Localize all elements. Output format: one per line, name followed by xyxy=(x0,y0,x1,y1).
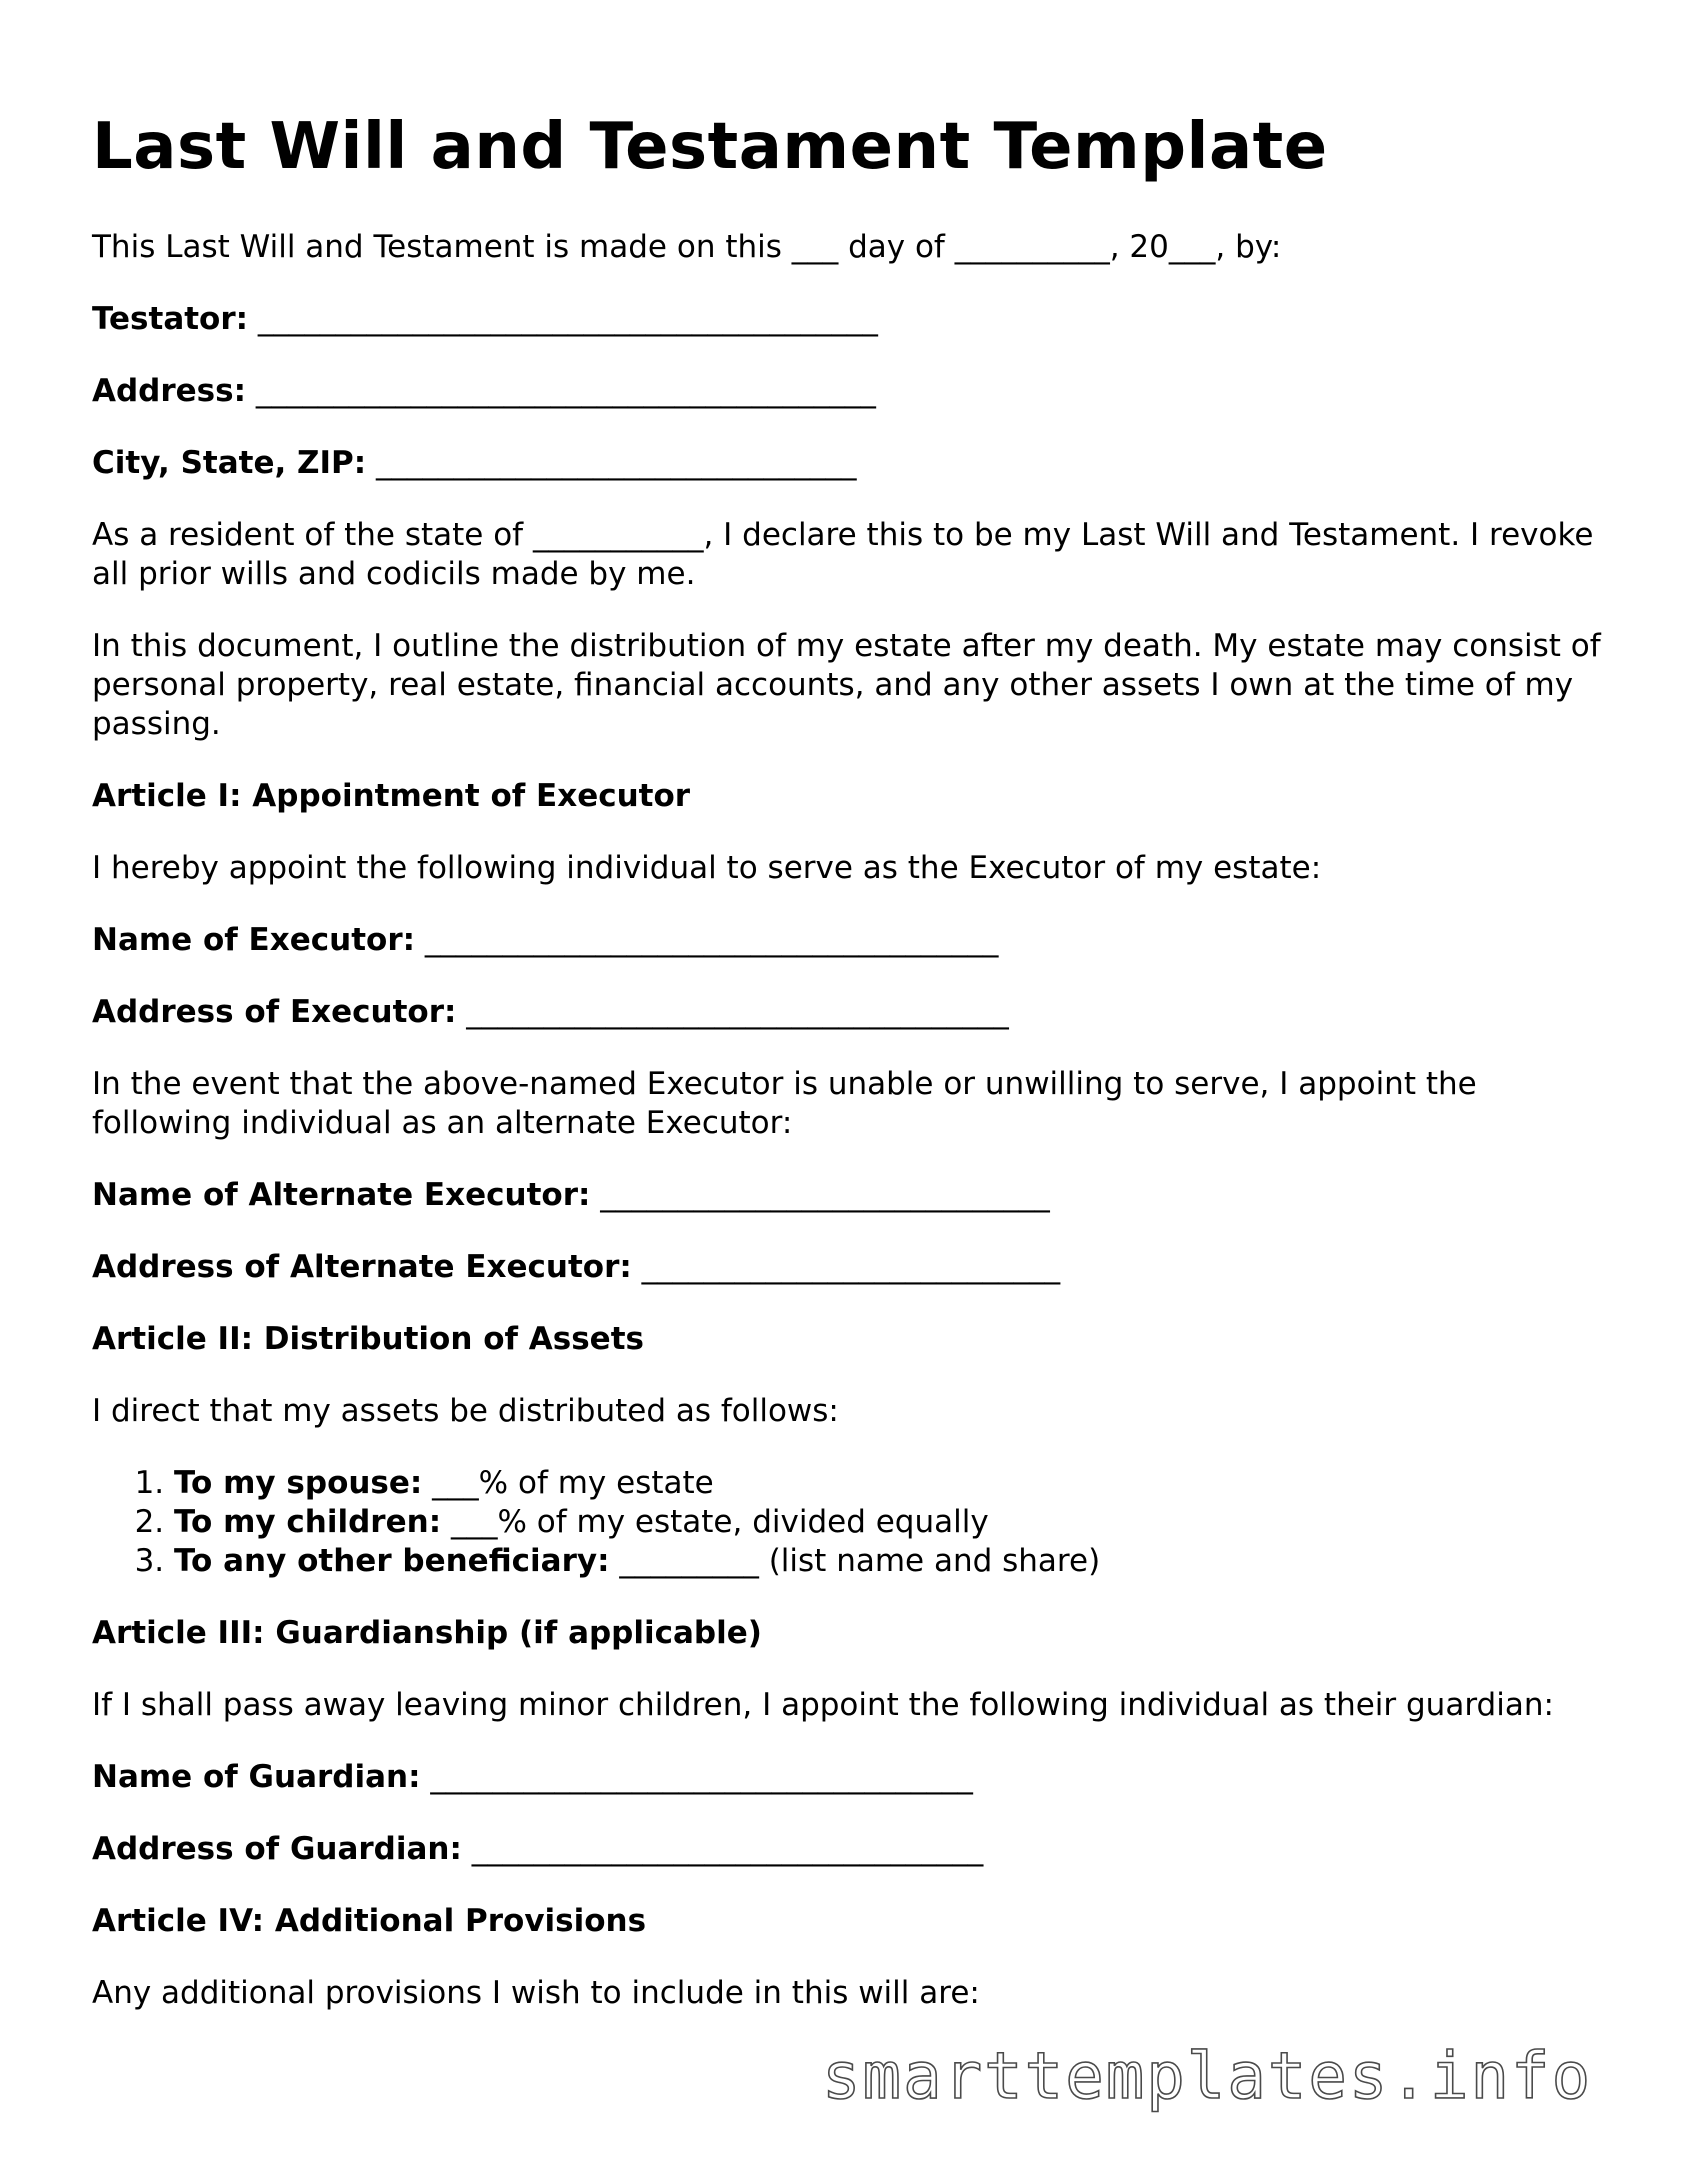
intro-text: This Last Will and Testament is made on this ___ day of __________, 20___, by: xyxy=(92,229,1282,266)
document-title: Last Will and Testament Template xyxy=(92,110,1328,184)
executor-address-blank: ___________________________________ xyxy=(466,994,1009,1031)
list-item xyxy=(174,1464,1612,1503)
estate-description-text: In this document, I outline the distribution of my estate after my death. My estate may consist of personal property, real estate, financial accounts, and any other assets I own at the time of my passing. xyxy=(92,628,1601,743)
article-2-text: I direct that my assets be distributed as follows: xyxy=(92,1393,839,1430)
list-item-label: To any other beneficiary: xyxy=(174,1543,610,1580)
alternate-executor-text: In the event that the above-named Executor is unable or unwilling to serve, I appoint the following individual as an alternate Executor: xyxy=(92,1066,1477,1142)
address-blank: ________________________________________ xyxy=(255,373,876,410)
list-item-text: _________ (list name and share) xyxy=(609,1543,1101,1580)
article-1-text: I hereby appoint the following individual to serve as the Executor of my estate: xyxy=(92,850,1322,887)
document-page xyxy=(92,112,1612,2046)
article-3-text: If I shall pass away leaving minor children, I appoint the following individual as their guardian: xyxy=(92,1687,1554,1724)
executor-name-label: Name of Executor: xyxy=(92,922,416,959)
address-label: Address: xyxy=(92,373,246,410)
distribution-list xyxy=(92,1464,1612,1581)
alt-executor-address-field xyxy=(92,1248,1612,1287)
article-3-heading: Article III: Guardianship (if applicable) xyxy=(92,1615,762,1652)
list-item-label: To my spouse: xyxy=(174,1465,423,1502)
list-item xyxy=(174,1503,1612,1542)
alt-executor-name-blank: _____________________________ xyxy=(600,1177,1050,1214)
guardian-address-blank: _________________________________ xyxy=(471,1831,984,1868)
list-item-text: ___% of my estate, divided equally xyxy=(441,1504,989,1541)
declaration-text: As a resident of the state of ___________, I declare this to be my Last Will and Testament. I revoke all prior wills and codicils made by me. xyxy=(92,517,1594,593)
article-1-heading: Article I: Appointment of Executor xyxy=(92,778,691,815)
list-item-label: To my children: xyxy=(174,1504,442,1541)
guardian-address-label: Address of Guardian: xyxy=(92,1831,462,1868)
watermark: smarttemplates.info xyxy=(822,2040,1593,2114)
article-4-text: Any additional provisions I wish to include in this will are: xyxy=(92,1975,980,2012)
executor-name-field xyxy=(92,921,1612,960)
testator-blank: ________________________________________ xyxy=(257,301,878,338)
alt-executor-name-field xyxy=(92,1176,1612,1215)
guardian-name-label: Name of Guardian: xyxy=(92,1759,421,1796)
list-item-text: ___% of my estate xyxy=(422,1465,714,1502)
testator-field xyxy=(92,300,1612,339)
article-4-heading: Article IV: Additional Provisions xyxy=(92,1903,647,1940)
address-field xyxy=(92,372,1612,411)
executor-name-blank: _____________________________________ xyxy=(424,922,999,959)
city-state-zip-label: City, State, ZIP: xyxy=(92,445,367,482)
testator-label: Testator: xyxy=(92,301,249,338)
guardian-name-blank: ___________________________________ xyxy=(430,1759,973,1796)
executor-address-label: Address of Executor: xyxy=(92,994,457,1031)
guardian-address-field xyxy=(92,1830,1612,1869)
executor-address-field xyxy=(92,993,1612,1032)
alt-executor-address-label: Address of Alternate Executor: xyxy=(92,1249,632,1286)
city-state-zip-field xyxy=(92,444,1612,483)
alt-executor-name-label: Name of Alternate Executor: xyxy=(92,1177,591,1214)
guardian-name-field xyxy=(92,1758,1612,1797)
alt-executor-address-blank: ___________________________ xyxy=(641,1249,1061,1286)
article-2-heading: Article II: Distribution of Assets xyxy=(92,1321,644,1358)
city-state-zip-blank: _______________________________ xyxy=(376,445,857,482)
list-item xyxy=(174,1542,1612,1581)
